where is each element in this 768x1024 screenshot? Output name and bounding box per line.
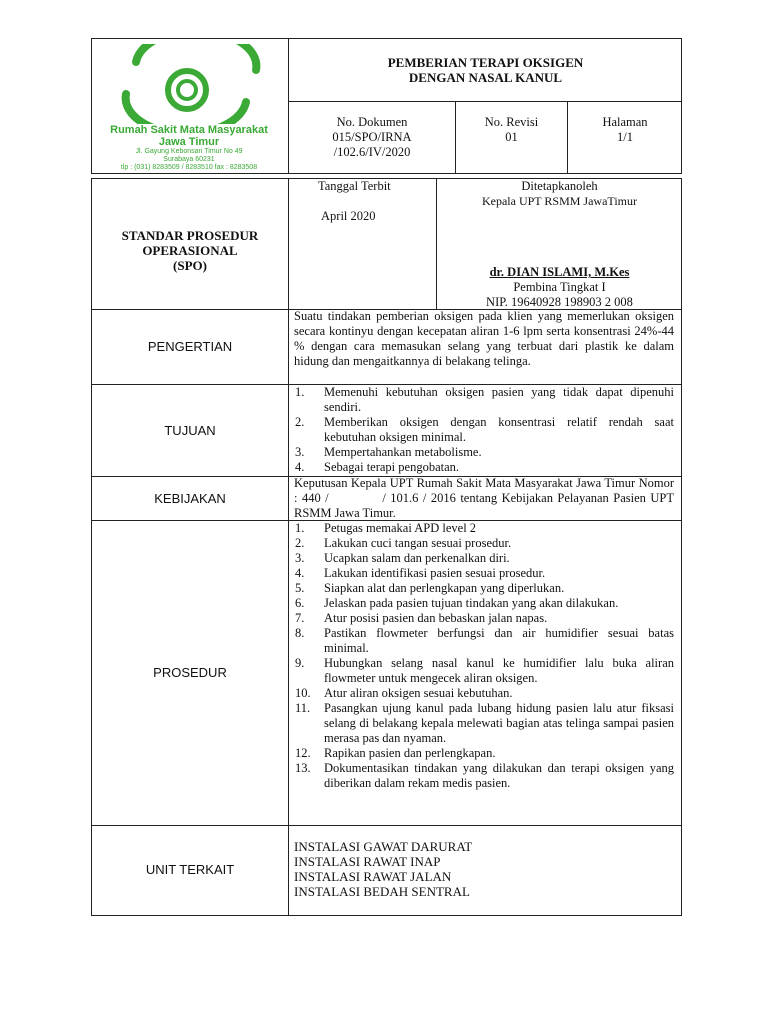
unit-terkait-label: UNIT TERKAIT: [145, 862, 235, 877]
prosedur-label: PROSEDUR: [153, 665, 227, 680]
tujuan-list: [289, 385, 674, 475]
document-title: PEMBERIAN TERAPI OKSIGEN DENGAN NASAL KANUL: [387, 55, 584, 85]
revision-number: No. Revisi 01: [484, 115, 539, 144]
list-item: 12. Rapikan pasien dan perlengkapan.: [295, 746, 496, 760]
list-item: 2. Lakukan cuci tangan sesuai prosedur.: [295, 536, 512, 550]
pengertian-text: Suatu tindakan pemberian oksigen pada klien yang memerlukan oksigen secara kontinyu dengan kecepatan aliran 1-6 lpm serta konsentrasi 24%-44 % dengan cara memasukan selang yang terbuat dari plastik ke dalam hidung dan mengaitkannya di belakang telinga.: [294, 309, 674, 368]
list-item: 5. Siapkan alat dan perlengkapan yang diperlukan.: [295, 581, 565, 595]
list-item: 10. Atur aliran oksigen sesuai kebutuhan.: [295, 686, 513, 700]
spo-title: STANDAR PROSEDUR OPERASIONAL (SPO): [121, 228, 259, 273]
approval-block: Ditetapkanoleh Kepala UPT RSMM JawaTimur: [481, 179, 637, 208]
list-item: 13. Dokumentasikan tindakan yang dilakukan dan terapi oksigen yang diberikan dalam rekam medis pasien.: [295, 761, 674, 790]
eye-logo-icon: [96, 44, 282, 124]
list-item: 4. Lakukan identifikasi pasien sesuai prosedur.: [295, 566, 546, 580]
list-item: 6. Jelaskan pada pasien tujuan tindakan yang akan dilakukan.: [295, 596, 619, 610]
list-item: 2. Memberikan oksigen dengan konsentrasi relatif rendah saat kebutuhan oksigen minimal.: [295, 415, 674, 444]
list-item: 4. Sebagai terapi pengobatan.: [295, 460, 460, 474]
list-item: INSTALASI RAWAT JALAN: [294, 869, 452, 884]
kebijakan-text: Keputusan Kepala UPT Rumah Sakit Mata Masyarakat Jawa Timur Nomor : 440 / / 101.6 / 2016 tentang Kebijakan Pelayanan Pasien UPT RSMM Jawa Timur.: [294, 476, 678, 520]
pengertian-label: PENGERTIAN: [147, 339, 233, 354]
issued-date: Tanggal Terbit April 2020: [318, 179, 391, 223]
signer-block: dr. DIAN ISLAMI, M.Kes Pembina Tingkat I NIP. 19640928 198903 2 008: [486, 265, 633, 309]
document-number: No. Dokumen 015/SPO/IRNA /102.6/IV/2020: [332, 115, 412, 159]
list-item: INSTALASI RAWAT INAP: [294, 854, 441, 869]
list-item: 1. Petugas memakai APD level 2: [295, 521, 477, 535]
list-item: 9. Hubungkan selang nasal kanul ke humidifier lalu buka aliran flowmeter untuk mengecek aliran oksigen.: [295, 656, 674, 685]
list-item: 3. Mempertahankan metabolisme.: [295, 445, 482, 459]
prosedur-list: [289, 521, 674, 791]
tujuan-label: TUJUAN: [164, 423, 216, 438]
hospital-address: Jl. Gayung Kebonsari Timur No 49 Surabaya 60231 tlp : (031) 8283509 / 8283510 fax : 8283508: [120, 148, 258, 171]
list-item: 8. Pastikan flowmeter berfungsi dan air humidifier sesuai batas minimal.: [295, 626, 674, 655]
list-item: 3. Ucapkan salam dan perkenalkan diri.: [295, 551, 510, 565]
kebijakan-label: KEBIJAKAN: [154, 491, 226, 506]
list-item: 11. Pasangkan ujung kanul pada lubang hidung pasien lalu atur fiksasi selang di belakang kepala melewati bagian atas telinga sampai pasien merasa pas dan nyaman.: [295, 701, 674, 745]
list-item: INSTALASI BEDAH SENTRAL: [294, 884, 470, 899]
unit-terkait-list: [294, 839, 674, 899]
list-item: INSTALASI GAWAT DARURAT: [294, 839, 473, 854]
list-item: 1. Memenuhi kebutuhan oksigen pasien yang tidak dapat dipenuhi sendiri.: [295, 385, 674, 414]
page-number: Halaman 1/1: [602, 115, 648, 144]
hospital-logo: [96, 44, 282, 170]
hospital-name: Rumah Sakit Mata Masyarakat Jawa Timur: [110, 124, 268, 148]
list-item: 7. Atur posisi pasien dan bebaskan jalan napas.: [295, 611, 548, 625]
